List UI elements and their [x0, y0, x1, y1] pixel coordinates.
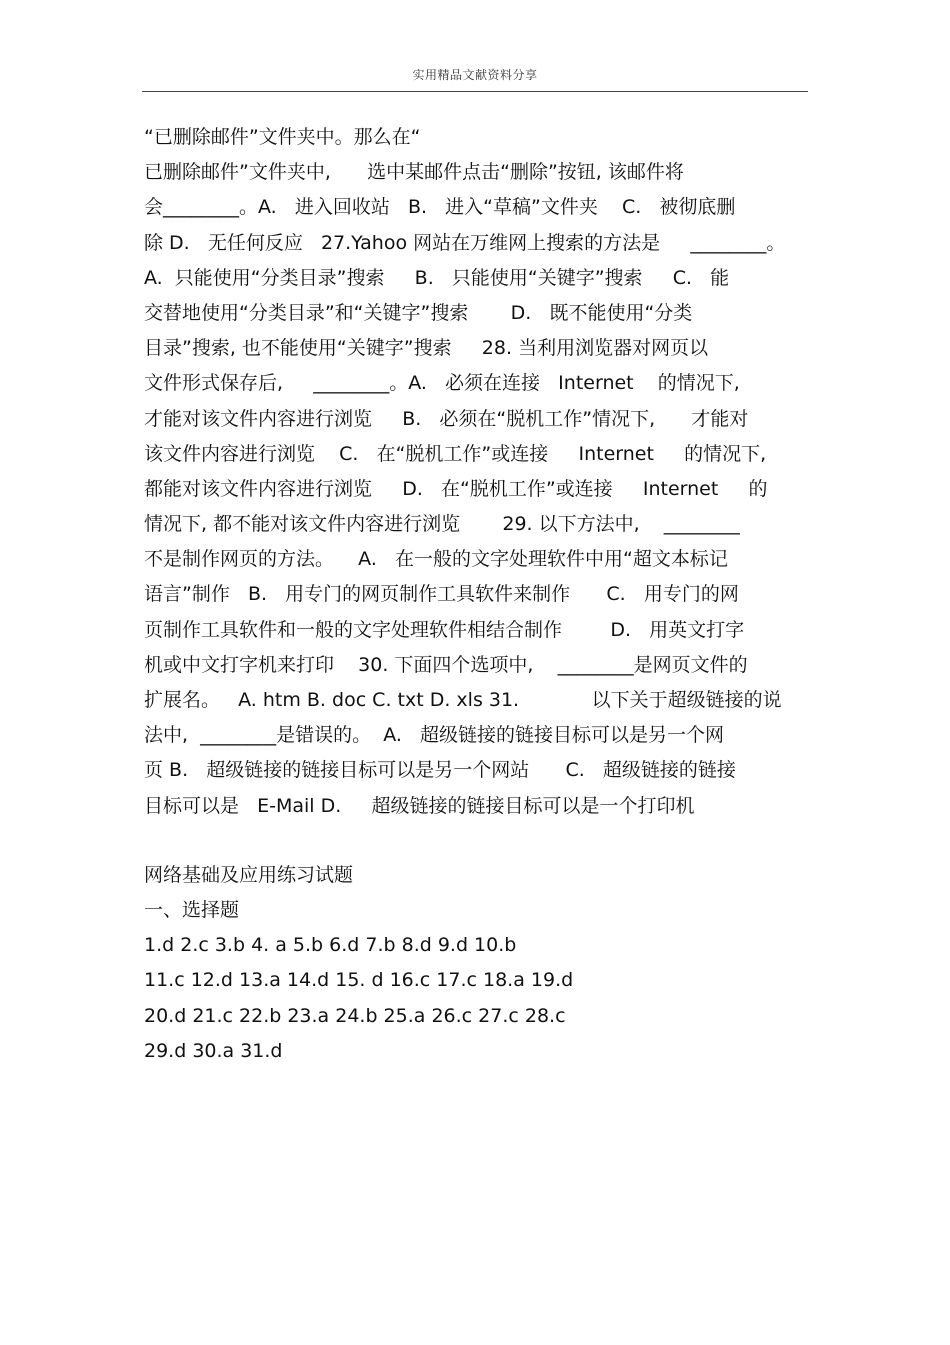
- text-line: 交替地使用“分类目录”和“关键字”搜索 D. 既不能使用“分类: [144, 301, 693, 324]
- text-line: 除 D. 无任何反应 27.Yahoo 网站在万维网上搜索的方法是 ________。: [144, 231, 786, 254]
- text-line: 文件形式保存后, ________。A. 必须在连接 Internet 的情况下,: [144, 372, 740, 395]
- section-spacer: [144, 824, 812, 858]
- answer-line: 20.d 21.c 22.b 23.a 24.b 25.a 26.c 27.c 28.c: [144, 1004, 566, 1027]
- answer-line: 11.c 12.d 13.a 14.d 15. d 16.c 17.c 18.a 19.d: [144, 969, 574, 992]
- text-line: 法中, ________是错误的。 A. 超级链接的链接目标可以是另一个网: [144, 724, 725, 747]
- text-line: A. 只能使用“分类目录”搜索 B. 只能使用“关键字”搜索 C. 能: [144, 266, 730, 289]
- answer-line: 1.d 2.c 3.b 4. a 5.b 6.d 7.b 8.d 9.d 10.b: [144, 934, 517, 957]
- document-body: [144, 120, 812, 1069]
- page-header: 实用精品文献资料分享: [412, 68, 538, 82]
- section-subtitle: 一、选择题: [144, 898, 240, 921]
- text-line: 语言”制作 B. 用专门的网页制作工具软件来制作 C. 用专门的网: [144, 583, 739, 606]
- header-divider: [142, 91, 808, 92]
- section-title: 网络基础及应用练习试题: [144, 863, 354, 886]
- text-line: 才能对该文件内容进行浏览 B. 必须在“脱机工作”情况下, 才能对: [144, 407, 749, 430]
- text-line: 目标可以是 E-Mail D. 超级链接的链接目标可以是一个打印机: [144, 794, 695, 817]
- text-line: 目录”搜索, 也不能使用“关键字”搜索 28. 当利用浏览器对网页以: [144, 337, 709, 360]
- text-line: 会________。A. 进入回收站 B. 进入“草稿”文件夹 C. 被彻底删: [144, 196, 736, 219]
- text-line: 已删除邮件”文件夹中, 选中某邮件点击“删除”按钮, 该邮件将: [144, 161, 684, 184]
- answer-line: 29.d 30.a 31.d: [144, 1039, 283, 1062]
- text-line: 都能对该文件内容进行浏览 D. 在“脱机工作”或连接 Internet 的: [144, 477, 768, 500]
- text-line: 情况下, 都不能对该文件内容进行浏览 29. 以下方法中, ________: [144, 513, 740, 536]
- text-line: 不是制作网页的方法。 A. 在一般的文字处理软件中用“超文本标记: [144, 548, 728, 571]
- text-line: “已删除邮件”文件夹中。那么在“: [144, 126, 421, 148]
- text-line: 页制作工具软件和一般的文字处理软件相结合制作 D. 用英文打字: [144, 618, 745, 641]
- text-line: 机或中文打字机来打印 30. 下面四个选项中, ________是网页文件的: [144, 653, 748, 676]
- text-line: 扩展名。 A. htm B. doc C. txt D. xls 31. 以下关于超级链接的说: [144, 689, 782, 711]
- text-line: 该文件内容进行浏览 C. 在“脱机工作”或连接 Internet 的情况下,: [144, 442, 767, 465]
- text-line: 页 B. 超级链接的链接目标可以是另一个网站 C. 超级链接的链接: [144, 759, 736, 782]
